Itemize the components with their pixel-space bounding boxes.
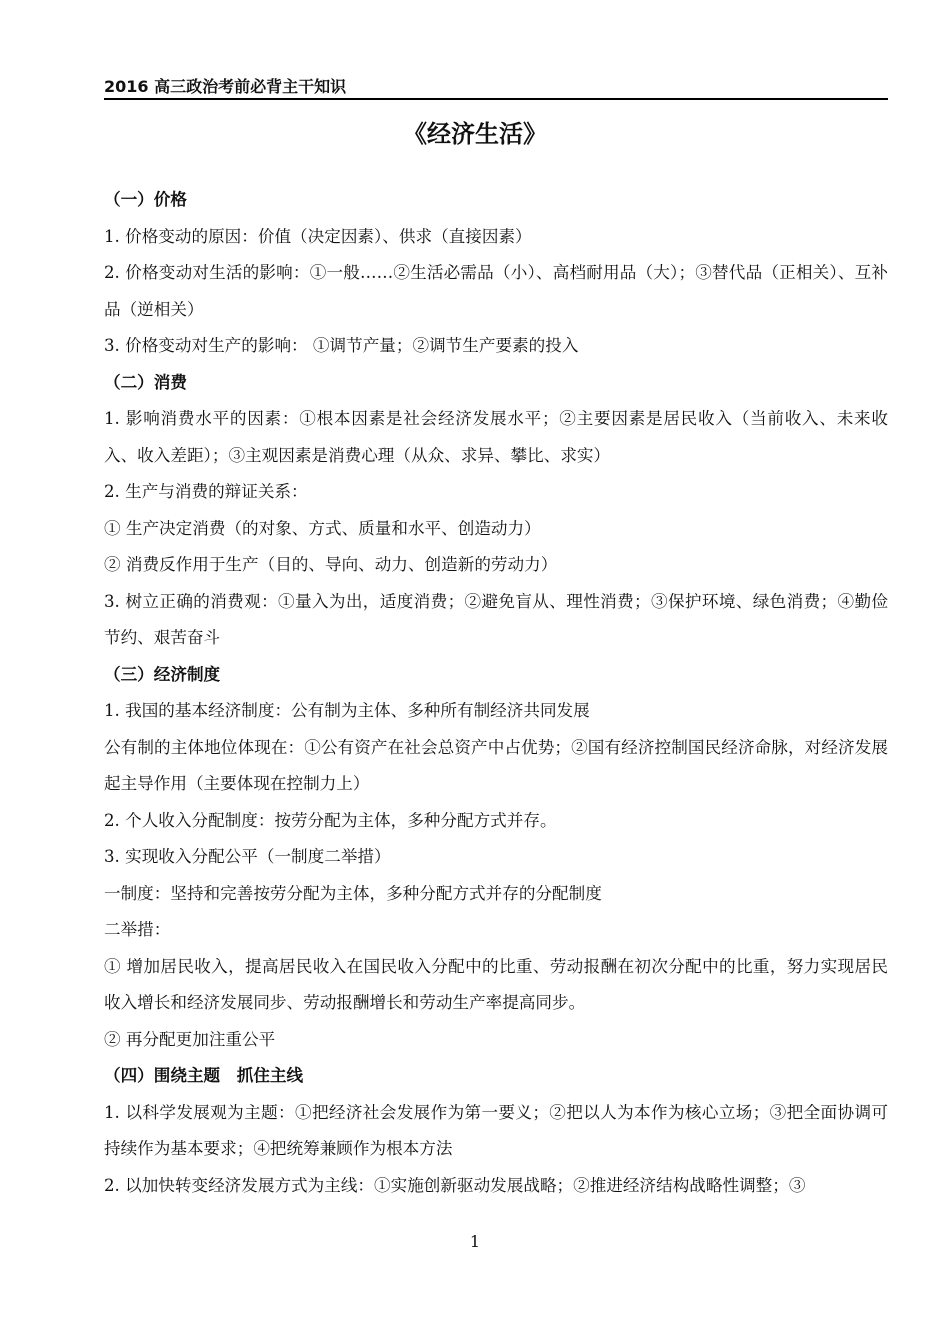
paragraph: 1. 价格变动的原因：价值（决定因素）、供求（直接因素） [104,226,532,246]
document-title: 《经济生活》 [403,120,547,148]
paragraph: 2. 个人收入分配制度：按劳分配为主体，多种分配方式并存。 [104,810,557,830]
page-number: 1 [469,1232,481,1251]
paragraph: ② 消费反作用于生产（目的、导向、动力、创造新的劳动力） [104,555,558,574]
paragraph: ② 再分配更加注重公平 [104,1029,276,1049]
section-heading-theme-mainline: （四）围绕主题 抓住主线 [104,1066,304,1085]
paragraph: 2. 价格变动对生活的影响：①一般……②生活必需品（小）、高档耐用品（大）；③替代品（正相关）、互补品（逆相关） [104,263,888,319]
section-heading-economic-system: （三）经济制度 [104,664,221,684]
paragraph: 1. 以科学发展观为主题：①把经济社会发展作为第一要义；②把以人为本作为核心立场；③把全面协调可持续作为基本要求；④把统筹兼顾作为根本方法 [104,1102,888,1158]
paragraph: 2. 生产与消费的辩证关系： [104,482,308,501]
paragraph: 1. 我国的基本经济制度：公有制为主体、多种所有制经济共同发展 [104,701,590,720]
paragraph: 1. 影响消费水平的因素：①根本因素是社会经济发展水平；②主要因素是居民收入（当前收入、未来收入、收入差距）；③主观因素是消费心理（从众、求异、攀比、求实） [104,409,888,465]
paragraph: 2. 以加快转变经济发展方式为主线：①实施创新驱动发展战略；②推进经济结构战略性调整；③ [104,1175,806,1195]
paragraph: 公有制的主体地位体现在：①公有资产在社会总资产中占优势；②国有经济控制国民经济命脉，对经济发展起主导作用（主要体现在控制力上） [104,737,888,793]
document-body [104,182,888,1204]
header-rule [104,98,888,100]
paragraph: 一制度：坚持和完善按劳分配为主体，多种分配方式并存的分配制度 [104,883,602,903]
page-header: 2016 高三政治考前必背主干知识 [104,77,347,96]
paragraph: 3. 树立正确的消费观：①量入为出，适度消费；②避免盲从、理性消费；③保护环境、绿色消费；④勤俭节约、艰苦奋斗 [104,591,888,647]
paragraph: 3. 实现收入分配公平（一制度二举措） [104,847,391,866]
paragraph: ① 生产决定消费（的对象、方式、质量和水平、创造动力） [104,518,541,538]
section-heading-consumption: （二）消费 [104,372,187,392]
section-heading-price: （一）价格 [104,190,187,209]
paragraph: 3. 价格变动对生产的影响： ①调节产量；②调节生产要素的投入 [104,336,579,355]
paragraph: ① 增加居民收入，提高居民收入在国民收入分配中的比重、劳动报酬在初次分配中的比重，努力实现居民收入增长和经济发展同步、劳动报酬增长和劳动生产率提高同步。 [104,956,888,1012]
paragraph: 二举措： [104,920,171,939]
